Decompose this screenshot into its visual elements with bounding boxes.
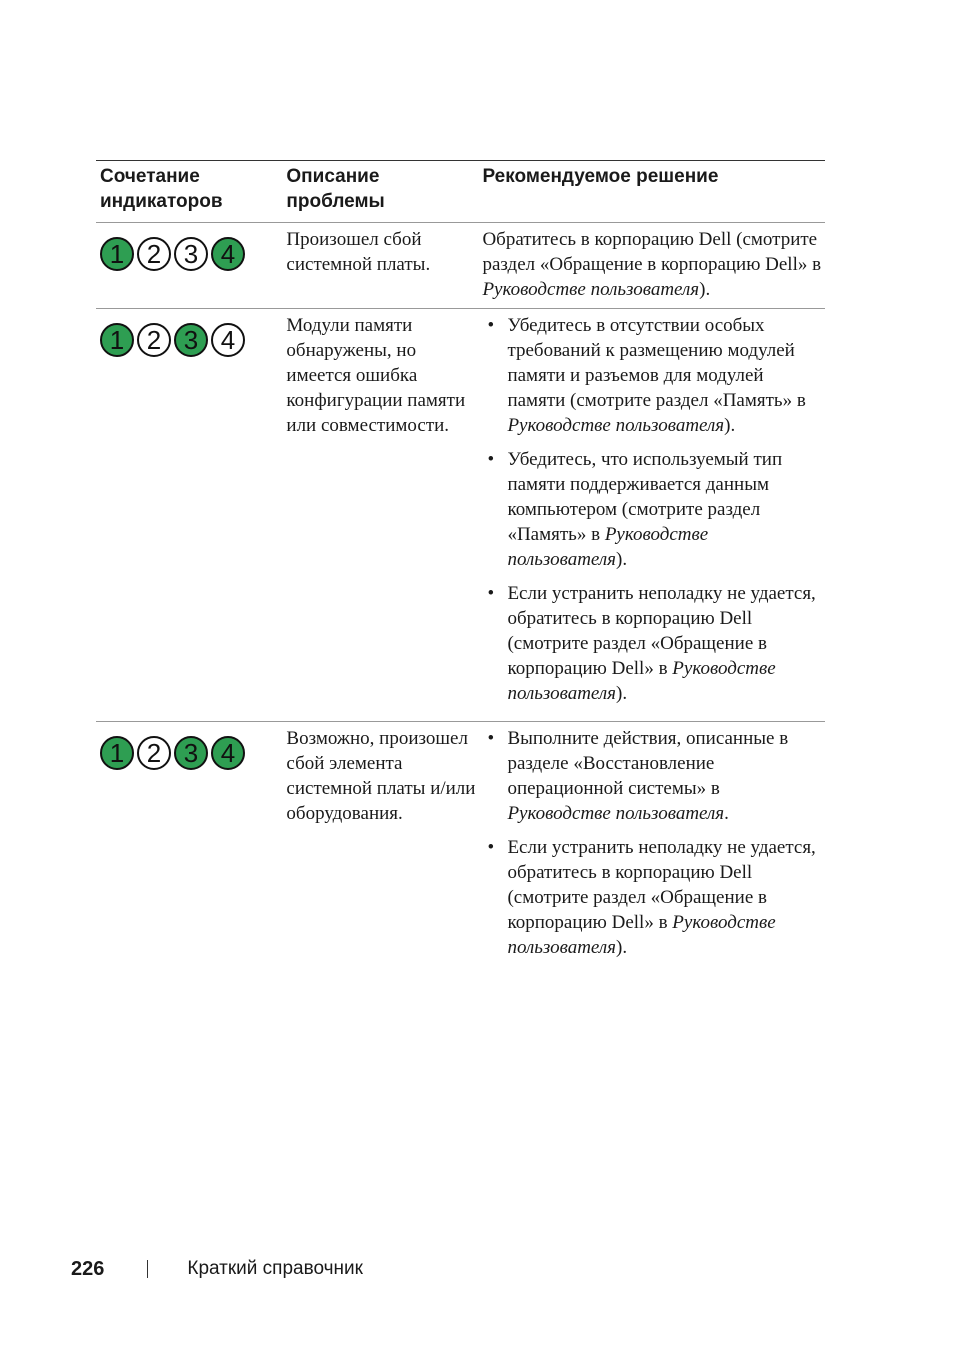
led-indicator-3: 3 [174,237,208,271]
recommended-solution [482,722,825,976]
bullet-text: Если устранить неполадку не удается, обратитесь в корпорацию Dell (смотрите раздел «Обращение в корпорацию Dell» в [507,583,816,679]
led-group [100,227,286,271]
solution-bullet-list [482,313,825,706]
led-indicator-3: 3 [174,736,208,770]
table-row [96,309,825,722]
bullet-text-end: ). [616,549,628,570]
problem-description: Возможно, произошел сбой элемента системной платы и/или оборудования. [286,728,476,824]
led-indicator-2: 2 [137,323,171,357]
solution-bullet-list [482,726,825,960]
solution-bullet [482,581,825,706]
led-indicator-2: 2 [137,736,171,770]
table-header-row [96,161,825,223]
led-indicator-4: 4 [211,237,245,271]
user-guide-reference: Руководстве пользователя [507,658,776,704]
light-combination-cell [96,722,286,976]
header-problem-description: Описание проблемы [286,161,482,223]
solution-bullet [482,835,825,960]
led-indicator-1: 1 [100,237,134,271]
led-indicator-3: 3 [174,323,208,357]
user-guide-reference: Руководстве пользователя [507,415,725,436]
solution-text-end: ). [699,279,711,300]
bullet-text-end: ). [616,683,628,704]
table-row [96,223,825,309]
diagnostic-lights-table [96,160,825,975]
solution-text: Обратитесь в корпорацию Dell (смотрите раздел «Обращение в корпорацию Dell» в [482,229,822,275]
footer-divider [147,1260,148,1278]
solution-bullet [482,726,825,826]
problem-description: Модули памяти обнаружены, но имеется ошибка конфигурации памяти или совместимости. [286,309,482,722]
user-guide-reference: Руководстве пользователя [482,279,700,300]
bullet-text-end: . [724,803,729,824]
bullet-text: Выполните действия, описанные в разделе «Восстановление операционной системы» в [507,728,789,799]
led-indicator-4: 4 [211,736,245,770]
header-light-combination: Сочетание индикаторов [96,161,286,223]
light-combination-cell [96,309,286,722]
led-indicator-2: 2 [137,237,171,271]
user-guide-reference: Руководстве пользователя [507,803,725,824]
table-row [96,722,825,976]
bullet-text: Убедитесь в отсутствии особых требований к размещению модулей памяти и разъемов для модулей памяти (смотрите раздел «Память» в [507,315,806,411]
problem-description: Произошел сбой системной платы. [286,223,482,309]
header-recommended-solution: Рекомендуемое решение [482,161,825,223]
section-title: Краткий справочник [187,1258,363,1279]
led-indicator-1: 1 [100,736,134,770]
bullet-text-end: ). [724,415,736,436]
recommended-solution [482,223,825,309]
led-indicator-1: 1 [100,323,134,357]
led-indicator-4: 4 [211,323,245,357]
bullet-text: Убедитесь, что используемый тип памяти поддерживается данным компьютером (смотрите раздел «Память» в [507,449,783,545]
bullet-text: Если устранить неполадку не удается, обратитесь в корпорацию Dell (смотрите раздел «Обращение в корпорацию Dell» в [507,837,816,933]
user-guide-reference: Руководстве пользователя [507,912,776,958]
light-combination-cell [96,223,286,309]
led-group [100,726,286,770]
page-number: 226 [71,1257,105,1280]
solution-bullet [482,313,825,438]
recommended-solution [482,309,825,722]
page-footer [71,1256,363,1282]
led-group [100,313,286,357]
bullet-text-end: ). [616,937,628,958]
user-guide-reference: Руководстве пользователя [507,524,709,570]
solution-bullet [482,447,825,572]
